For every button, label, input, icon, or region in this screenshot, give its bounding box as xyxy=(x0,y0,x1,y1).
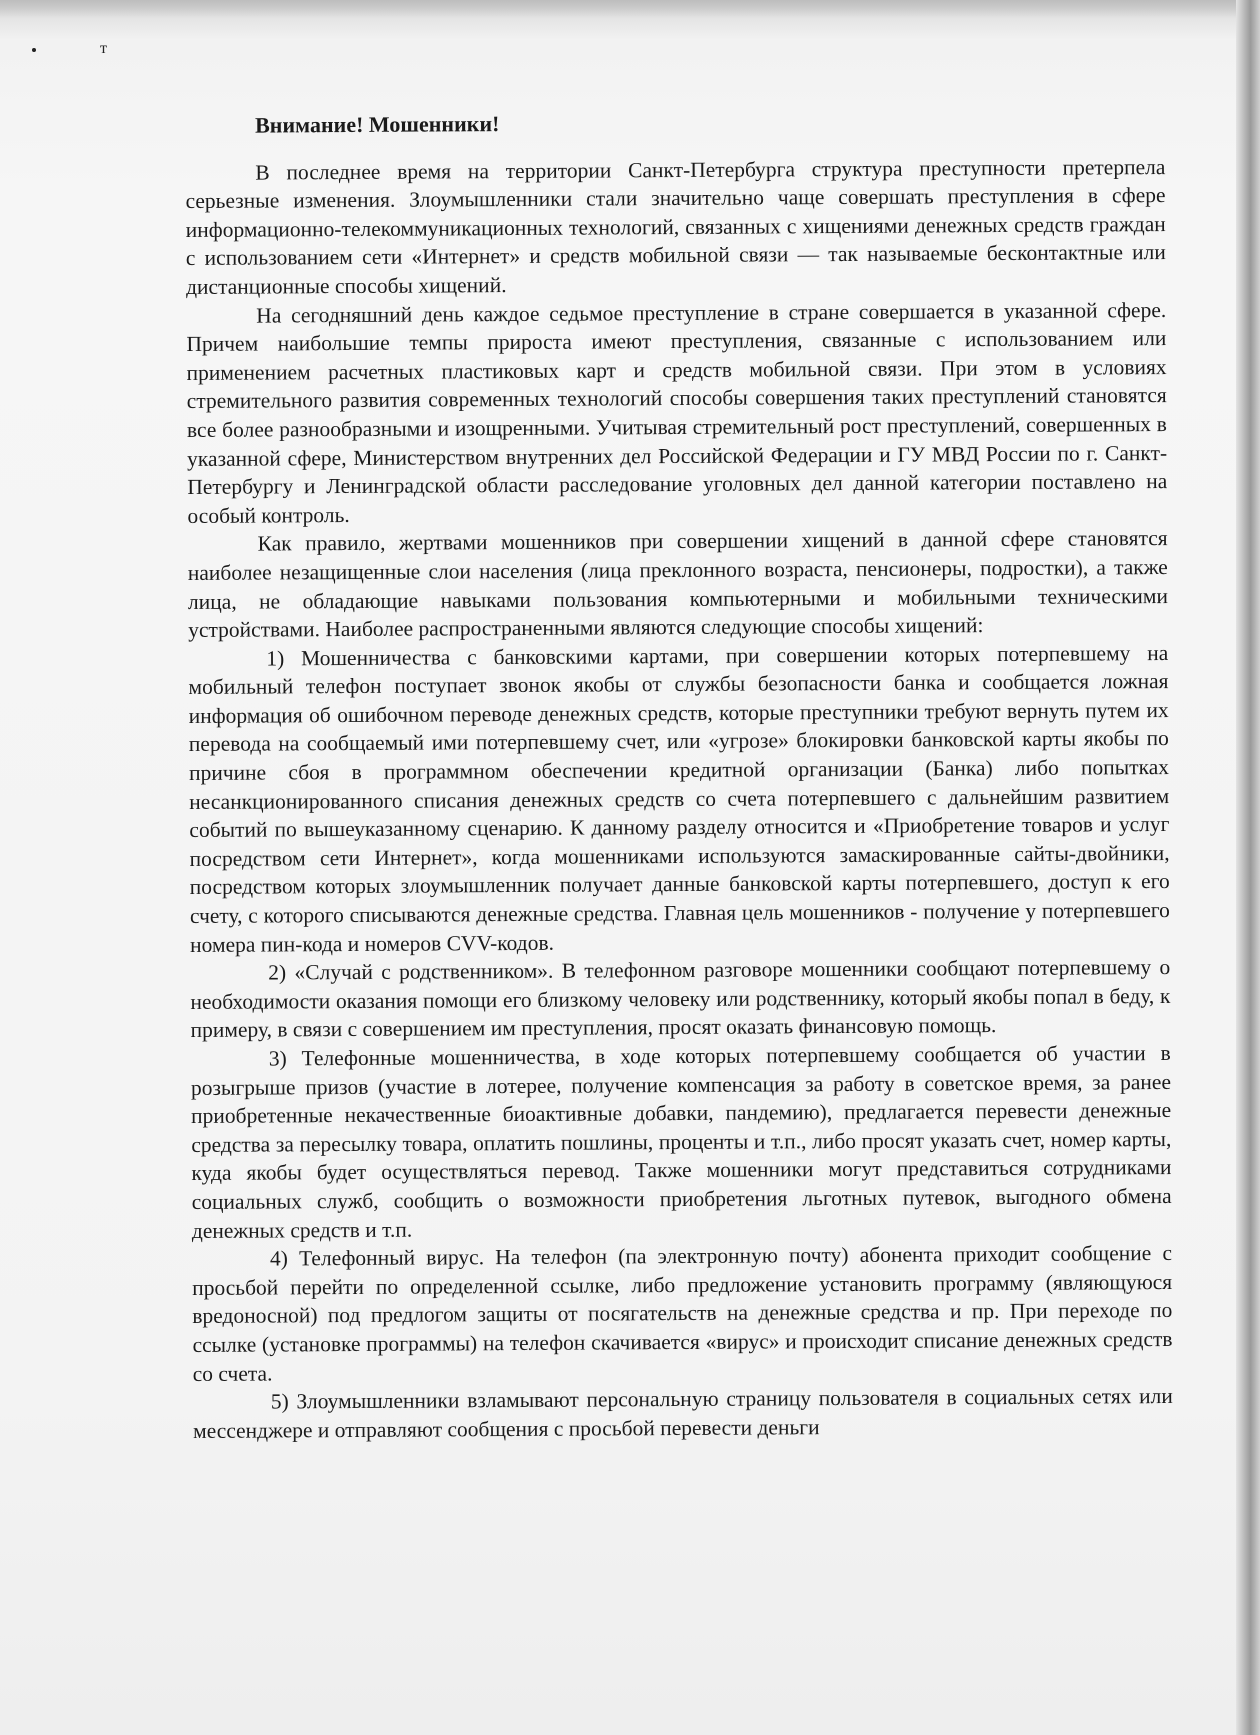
scan-top-shadow xyxy=(0,0,1260,18)
scan-mark: т xyxy=(100,40,107,57)
paragraph-victims: Как правило, жертвами мошенников при совершении хищений в данной сфере становятся наиболее незащищенные слои населения (лица преклонного возраста, пенсионеры, подростки), а также лица, не обладающие навыками пользования компьютерными и мобильными техническими устройствами. Наиболее распространенными являются следующие способы хищений: xyxy=(187,526,1169,643)
paragraph-intro: В последнее время на территории Санкт-Петербурга структура преступности претерпела серьезные изменения. Злоумышленники стали значительно чаще совершать преступления в сфере информационно-телекоммуникационных технологий, связанных с хищениями денежных средств граждан с использованием сети «Интернет» и средств мобильной связи — так называемые бесконтактные или дистанционные способы хищений. xyxy=(185,154,1166,299)
list-item-social-hack: 5) Злоумышленники взламывают персональную страницу пользователя в социальных сетях или мессенджере и отправляют сообщения с просьбой перевести деньги xyxy=(192,1384,1173,1443)
paragraph-statistics: На сегодняшний день каждое седьмое преступление в стране совершается в указанной сфере. Причем наибольшие темпы прироста имеют преступления, связанные с использованием или применением расчетных пластиковых карт и средств мобильной связи. При этом в условиях стремительного развития современных технологий способы совершения таких преступлений становятся все более разнообразными и изощренными. Учитывая стремительный рост преступлений, совершенных в указанной сфере, Министерством внутренних дел Российской Федерации и ГУ МВД России по г. Санкт-Петербургу и Ленинградской области расследование уголовных дел данной категории поставлено на особый контроль. xyxy=(186,297,1168,528)
list-item-bank-cards: 1) Мошенничества с банковскими картами, при совершении которых потерпевшему на мобильный телефон поступает звонок якобы от службы безопасности банка и сообщается ложная информация об ошибочном переводе денежных средств, которые преступники требуют вернуть путем их перевода на сообщаемый ими потерпевшему счет, или «угрозе» блокировки банковской карты якобы по причине сбоя в программном обеспечении кредитной организации (Банка) либо попытках несанкционированного списания денежных средств со счета потерпевшего с дальнейшим развитием событий по вышеуказанному сценарию. К данному разделу относится и «Приобретение товаров и услуг посредством сети Интернет», когда мошенниками используются замаскированные сайты-двойники, посредством которых злоумышленник получает данные банковской карты потерпевшего, доступ к его счету, с которого списываются денежные средства. Главная цель мошенников - получение у потерпевшего номера пин-кода и номеров CVV-кодов. xyxy=(188,640,1170,957)
scan-speck xyxy=(32,48,36,52)
list-item-phone-virus: 4) Телефонный вирус. На телефон (па электронную почту) абонента приходит сообщение с просьбой перейти по определенной ссылке, либо предложение установить программу (являющуюся вредоносной) под предлогом защиты от посягательств на денежные средства и пр. При переходе по ссылке (установке программы) на телефон скачивается «вирус» и происходит списание денежных средств со счета. xyxy=(192,1241,1173,1386)
document-body xyxy=(185,106,1173,1445)
scan-right-edge xyxy=(1236,0,1260,1735)
document-title: Внимание! Мошенники! xyxy=(255,111,500,138)
list-item-phone-fraud: 3) Телефонные мошенничества, в ходе которых потерпевшему сообщается об участии в розыгрыше призов (участие в лотерее, получение компенсация за работу в советское время, за ранее приобретенные некачественные биоактивные добавки, пандемию), предлагается перевести денежные средства за пересылку товара, оплатить пошлины, проценты и т.п., либо просят указать счет, номер карты, куда якобы будет осуществляться перевод. Также мошенники могут представиться сотрудниками социальных служб, сообщить о возможности приобретения льготных путевок, выгодного обмена денежных средств и т.п. xyxy=(190,1040,1172,1243)
list-item-relative: 2) «Случай с родственником». В телефонном разговоре мошенники сообщают потерпевшему о необходимости оказания помощи его близкому человеку или родственнику, который якобы попал в беду, к примеру, в связи с совершением им преступления, просят оказать финансовую помощь. xyxy=(190,955,1171,1043)
